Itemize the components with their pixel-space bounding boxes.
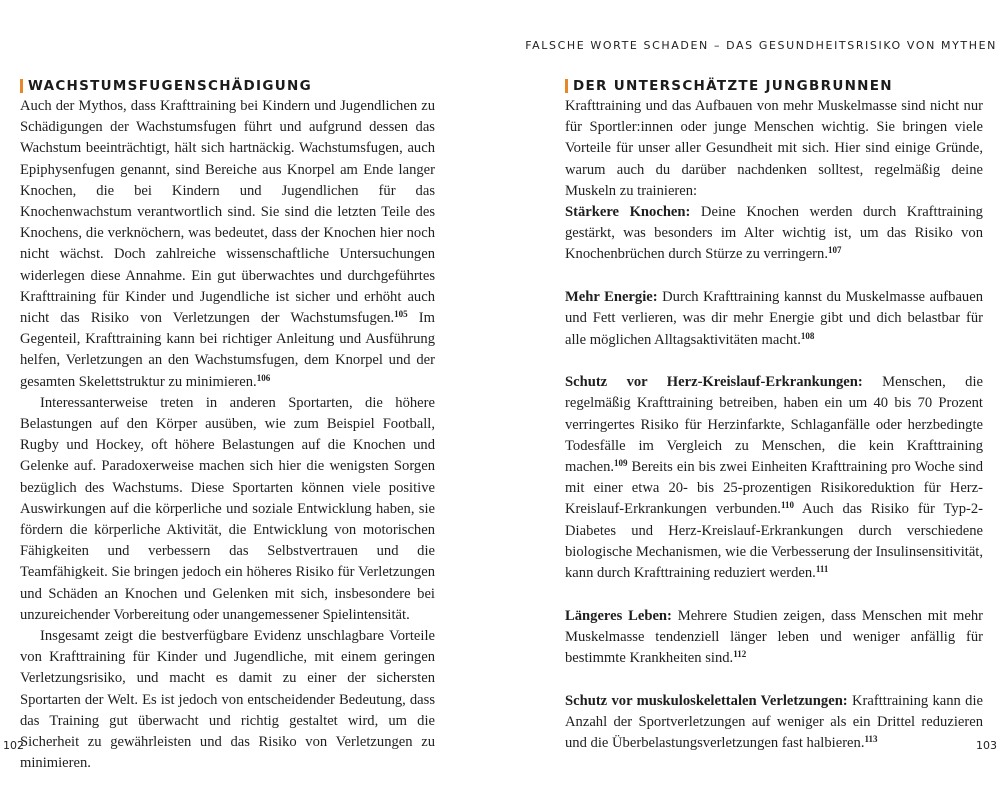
right-page-column	[565, 76, 983, 754]
benefit-lead: Stärkere Knochen:	[565, 204, 691, 221]
right-body-text	[565, 96, 983, 754]
benefit-lead: Schutz vor Herz-Kreislauf-Erkrankungen:	[565, 374, 863, 391]
heading-text: DER UNTERSCHÄTZTE JUNGBRUNNEN	[573, 78, 893, 94]
heading-accent-bar	[20, 79, 23, 93]
benefit-lead: Schutz vor muskuloskelettalen Verletzungen:	[565, 692, 848, 709]
page-number-right: 103	[976, 739, 997, 752]
benefit-lead: Längeres Leben:	[565, 607, 672, 624]
footnote-ref: 113	[864, 734, 878, 745]
left-page-column	[20, 76, 435, 775]
footnote-ref: 110	[780, 500, 794, 511]
page-number-left: 102	[3, 739, 24, 752]
footnote-ref: 107	[828, 245, 842, 256]
benefit-item: Stärkere Knochen: Deine Knochen werden durch Krafttraining gestärkt, was besonders im Alter wichtig ist, um das Risiko von Knochenbrüchen durch Stürze zu verringern.$^{107}$	[565, 204, 983, 263]
footnote-ref: 111	[815, 564, 829, 575]
paragraph: Auch der Mythos, dass Krafttraining bei Kindern und Jugendlichen zu Schädigungen der Wachstumsfugen führt und aufgrund dessen das Wachstum beeinträchtigt, hält sich hartnäckig. Wachstumsfugen, auch Epiphysenfugen genannt, sind Bereiche aus Knorpel am Ende langer Knochen, die bei Kindern und Jugendlichen für das Knochenwachstum verantwortlich sind. Sie sind die letzten Teile des Knochens, die verknöchern, was bedeutet, dass der Knochen hier noch nicht wächst. Doch zahlreiche wissenschaftliche Untersuchungen widerlegen diese Annahme. Ein gut überwachtes und durchgeführtes Krafttraining für Kinder und Jugendliche ist sicher und erhöht auch nicht das Risiko von Verletzungen der Wachstumsfugen.$^{105}$ Im Gegenteil, Krafttraining kann bei richtiger Anleitung und Ausführung helfen, Verletzungen an den Wachstumsfugen, dem Knorpel und der gesamten Skelettstruktur zu minimieren.$^{106}$	[20, 98, 435, 390]
footnote-ref: 112	[733, 649, 747, 660]
footnote-ref: 106	[256, 372, 271, 383]
benefit-item: Schutz vor Herz-Kreislauf-Erkrankungen: Menschen, die regelmäßig Krafttraining betreiben, haben ein um 40 bis 70 Prozent verringertes Risiko für Herzinfarkte, Schlaganfälle oder herzbedingte Todesfälle im Vergleich zu Menschen, die kein Krafttraining machen.$^{109}$ Bereits ein bis zwei Einheiten Krafttraining pro Woche sind mit einer etwa 20- bis 25-prozentigen Risikoreduktion für Herz-Kreislauf-Erkrankungen verbunden.$^{110}$ Auch das Risiko für Typ-2-Diabetes und Herz-Kreislauf-Erkrankungen durch verschiedene biologische Mechanismen, wie die Verbesserung der Insulinsensitivität, kann durch Krafttraining reduziert werden.$^{111}$	[565, 374, 984, 582]
paragraph: Insgesamt zeigt die bestverfügbare Evidenz unschlagbare Vorteile von Krafttraining für Kinder und Jugendliche, mit einem geringen Verletzungsrisiko, und macht es damit zu einer der sichersten Sportarten der Welt. Es ist jedoch von entscheidender Bedeutung, dass das Training gut überwacht und richtig gestaltet wird, um die Sicherheit zu gewährleisten und das Risiko von Verletzungen zu minimieren.	[20, 628, 435, 772]
paragraph: Interessanterweise treten in anderen Sportarten, die höhere Belastungen auf den Körper ausüben, wie zum Beispiel Football, Rugby und Hockey, oft höhere Belastungen auf die Knochen und Gelenke auf. Paradoxerweise machen sich hier die wenigsten Sorgen bezüglich des Wachstums. Diese Sportarten können viele positive Auswirkungen auf die körperliche und soziale Entwicklung haben, sie fördern die körperliche Aktivität, die Entwicklung von motorischen Fähigkeiten und verbessern das Selbstvertrauen und die Teamfähigkeit. Sie bringen jedoch ein höheres Risiko für Verletzungen und Schäden an Knochen und Gelenken mit sich, insbesondere bei unzureichender Vorbereitung oder unangemessener Spielintensität.	[20, 394, 435, 623]
section-heading-jungbrunnen	[565, 76, 983, 96]
heading-text: WACHSTUMSFUGENSCHÄDIGUNG	[28, 78, 313, 94]
benefit-item: Mehr Energie: Durch Krafttraining kannst du Muskelmasse aufbauen und Fett verlieren, was dir mehr Energie gibt und dich belastbar für alle möglichen Alltagsaktivitäten macht.$^{108}$	[565, 289, 983, 348]
intro-paragraph: Krafttraining und das Aufbauen von mehr Muskelmasse sind nicht nur für Sportler:innen oder junge Menschen wichtig. Sie bringen viele Vorteile für unser aller Gesundheit mit sich. Hier sind einige Gründe, warum auch du darüber nachdenken solltest, regelmäßig deine Muskeln zu trainieren:	[565, 98, 983, 199]
benefit-item: Schutz vor muskuloskelettalen Verletzungen: Krafttraining kann die Anzahl der Sportverletzungen auf weniger als ein Drittel reduzieren und die Überbelastungsverletzungen fast halbieren.$^{113}$	[565, 692, 983, 752]
benefit-item: Längeres Leben: Mehrere Studien zeigen, dass Menschen mit mehr Muskelmasse tendenziell länger leben und weniger anfällig für bestimmte Krankheiten sind.$^{112}$	[565, 607, 983, 667]
footnote-ref: 109	[614, 458, 628, 469]
left-body-text	[20, 96, 435, 775]
benefit-lead: Mehr Energie:	[565, 289, 658, 306]
footnote-ref: 108	[800, 330, 815, 341]
heading-accent-bar	[565, 79, 568, 93]
running-head: FALSCHE WORTE SCHADEN – DAS GESUNDHEITSRISIKO VON MYTHEN	[525, 39, 997, 52]
section-heading-wachstumsfugen	[20, 76, 435, 96]
footnote-ref: 105	[394, 309, 408, 320]
